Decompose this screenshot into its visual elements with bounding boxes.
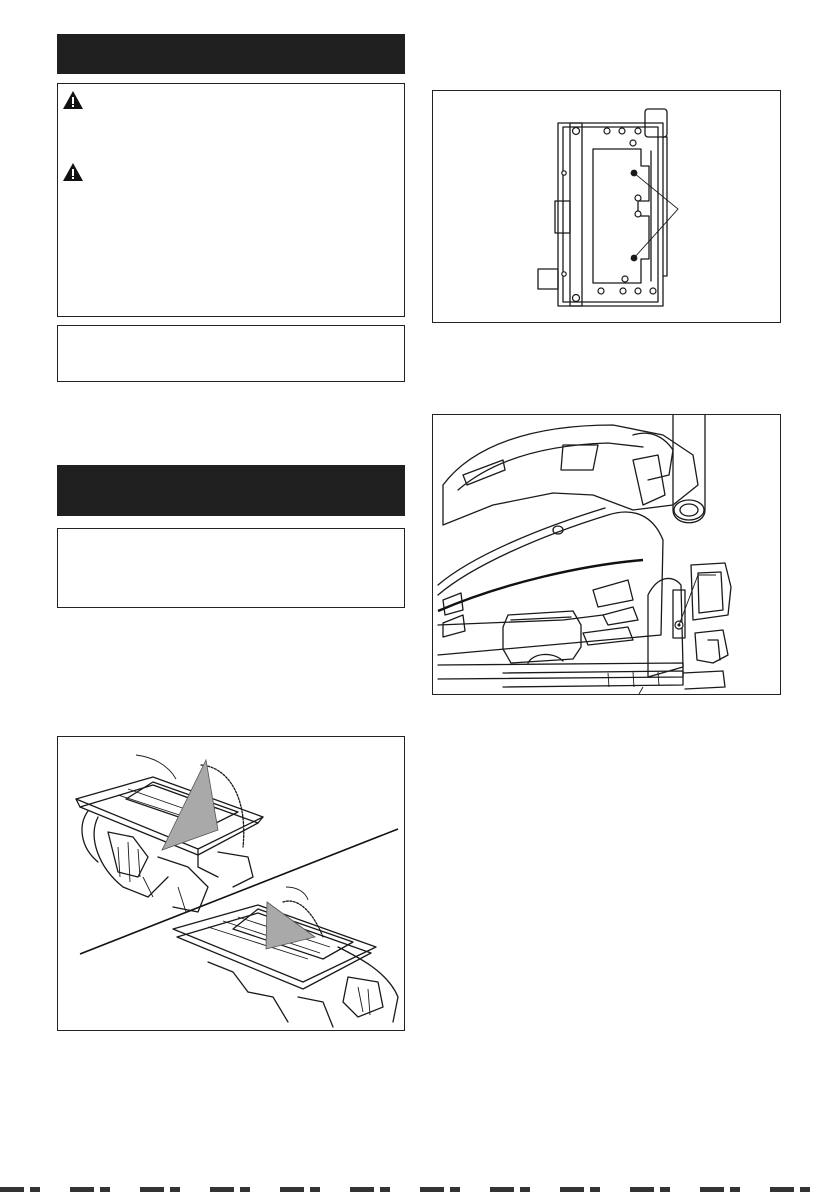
page-edge-strip: [0, 1187, 840, 1192]
notice-box-1: [57, 325, 405, 382]
section-header-bar-1: [57, 34, 405, 74]
warning-icon: [62, 90, 84, 110]
figure-saw-blade-views: [57, 736, 405, 1031]
warning-box: [57, 83, 405, 317]
saw-illustration-upper: [76, 755, 263, 912]
saw-side-illustration: [438, 415, 731, 694]
saw-illustration-lower: [173, 887, 398, 1027]
figure-saw-side-view: [432, 414, 781, 695]
base-plate-illustration: [538, 109, 678, 306]
figure-base-plate: [432, 90, 781, 323]
warning-icon: [62, 162, 84, 182]
notice-box-2: [57, 528, 405, 608]
section-header-bar-2: [57, 465, 405, 516]
